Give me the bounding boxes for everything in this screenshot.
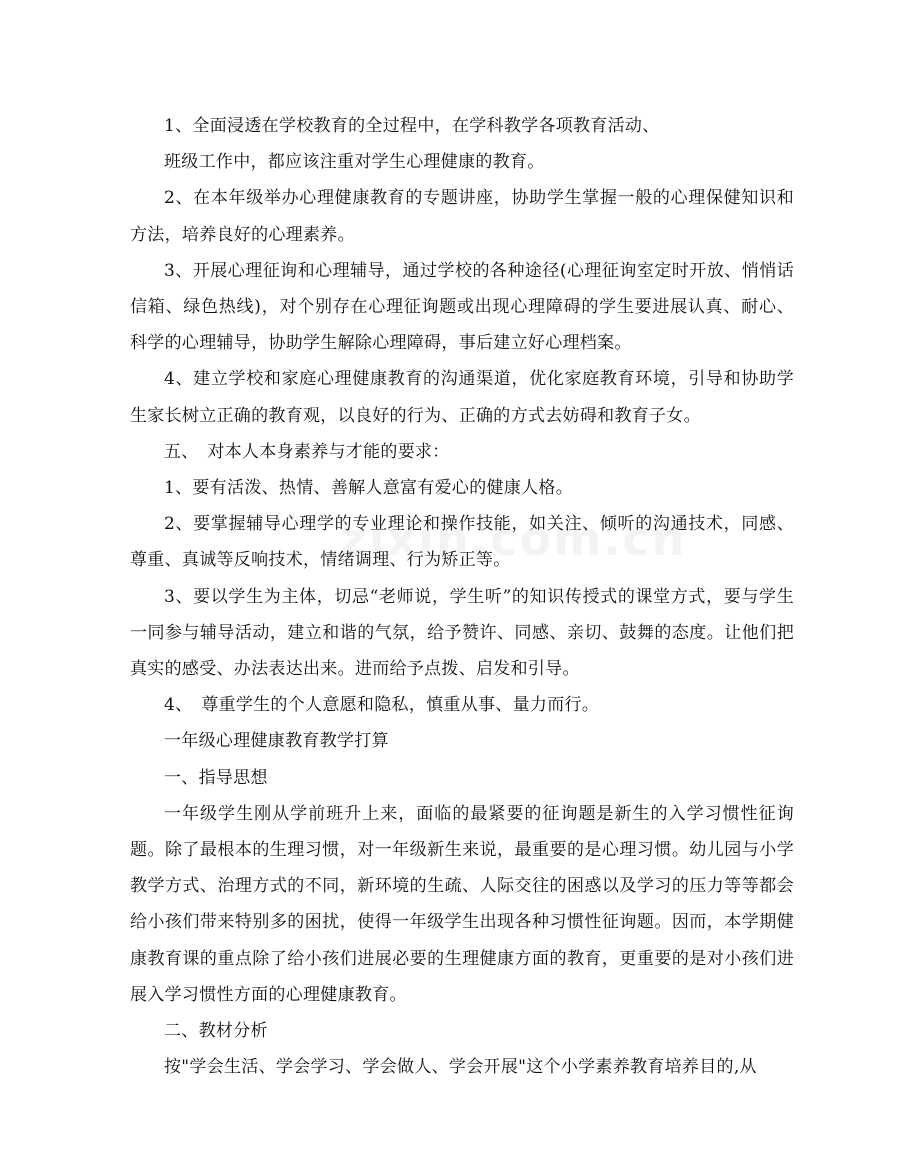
paragraph-7: 1、要有活泼、热情、善解人意富有爱心的健康人格。 <box>164 478 574 499</box>
document-body <box>130 108 794 1085</box>
paragraph-1: 1、全面浸透在学校教育的全过程中，在学科教学各项教育活动、 <box>164 116 660 136</box>
paragraph-8: 2、要掌握辅导心理学的专业理论和操作技能，如关注、倾听的沟通技术，同感、尊重、真诚等反响技术，情绪调理、行为矫正等。 <box>130 514 794 571</box>
paragraph-5: 4、建立学校和家庭心理健康教育的沟通渠道，优化家庭教育环境，引导和协助学生家长树立正确的教育观，以良好的行为、正确的方式去妨碍和教育子女。 <box>130 369 794 426</box>
plan-title: 一年级心理健康教育教学打算 <box>164 731 389 752</box>
section-heading-material-analysis: 二、教材分析 <box>164 1021 268 1042</box>
paragraph-15: 按"学会生活、学会学习、学会做人、学会开展"这个小学素养教育培养目的,从 <box>164 1057 757 1078</box>
section-heading-guiding-thought: 一、指导思想 <box>164 767 268 788</box>
paragraph-4: 3、开展心理征询和心理辅导，通过学校的各种途径(心理征询室定时开放、悄悄话信箱、绿色热线)，对个别存在心理征询题或出现心理障碍的学生要进展认真、耐心、科学的心理辅导，协助学生解除心理障碍，事后建立好心理档案。 <box>130 260 794 354</box>
paragraph-13: 一年级学生刚从学前班升上来，面临的最紧要的征询题是新生的入学习惯性征询题。除了最根本的生理习惯，对一年级新生来说，最重要的是心理习惯。幼儿园与小学教学方式、治理方式的不同，新环境的生疏、人际交往的困惑以及学习的压力等等都会给小孩们带来特别多的困扰，使得一年级学生出现各种习惯性征询题。因而，本学期健康教育课的重点除了给小孩们进展必要的生理健康方面的教育，更重要的是对小孩们进展入学习惯性方面的心理健康教育。 <box>130 803 794 1005</box>
section-heading-5: 五、 对本人本身素养与才能的要求： <box>164 441 450 462</box>
paragraph-10: 4、 尊重学生的个人意愿和隐私，慎重从事、量力而行。 <box>164 695 600 716</box>
paragraph-9: 3、要以学生为主体，切忌“老师说，学生听”的知识传授式的课堂方式，要与学生一同参与辅导活动，建立和谐的气氛，给予赞许、同感、亲切、鼓舞的态度。让他们把真实的感受、办法表达出来。进而给予点拨、启发和引导。 <box>130 586 794 680</box>
paragraph-3: 2、在本年级举办心理健康教育的专题讲座，协助学生掌握一般的心理保健知识和方法，培养良好的心理素养。 <box>130 188 794 245</box>
paragraph-2: 班级工作中，都应该注重对学生心理健康的教育。 <box>164 152 545 173</box>
